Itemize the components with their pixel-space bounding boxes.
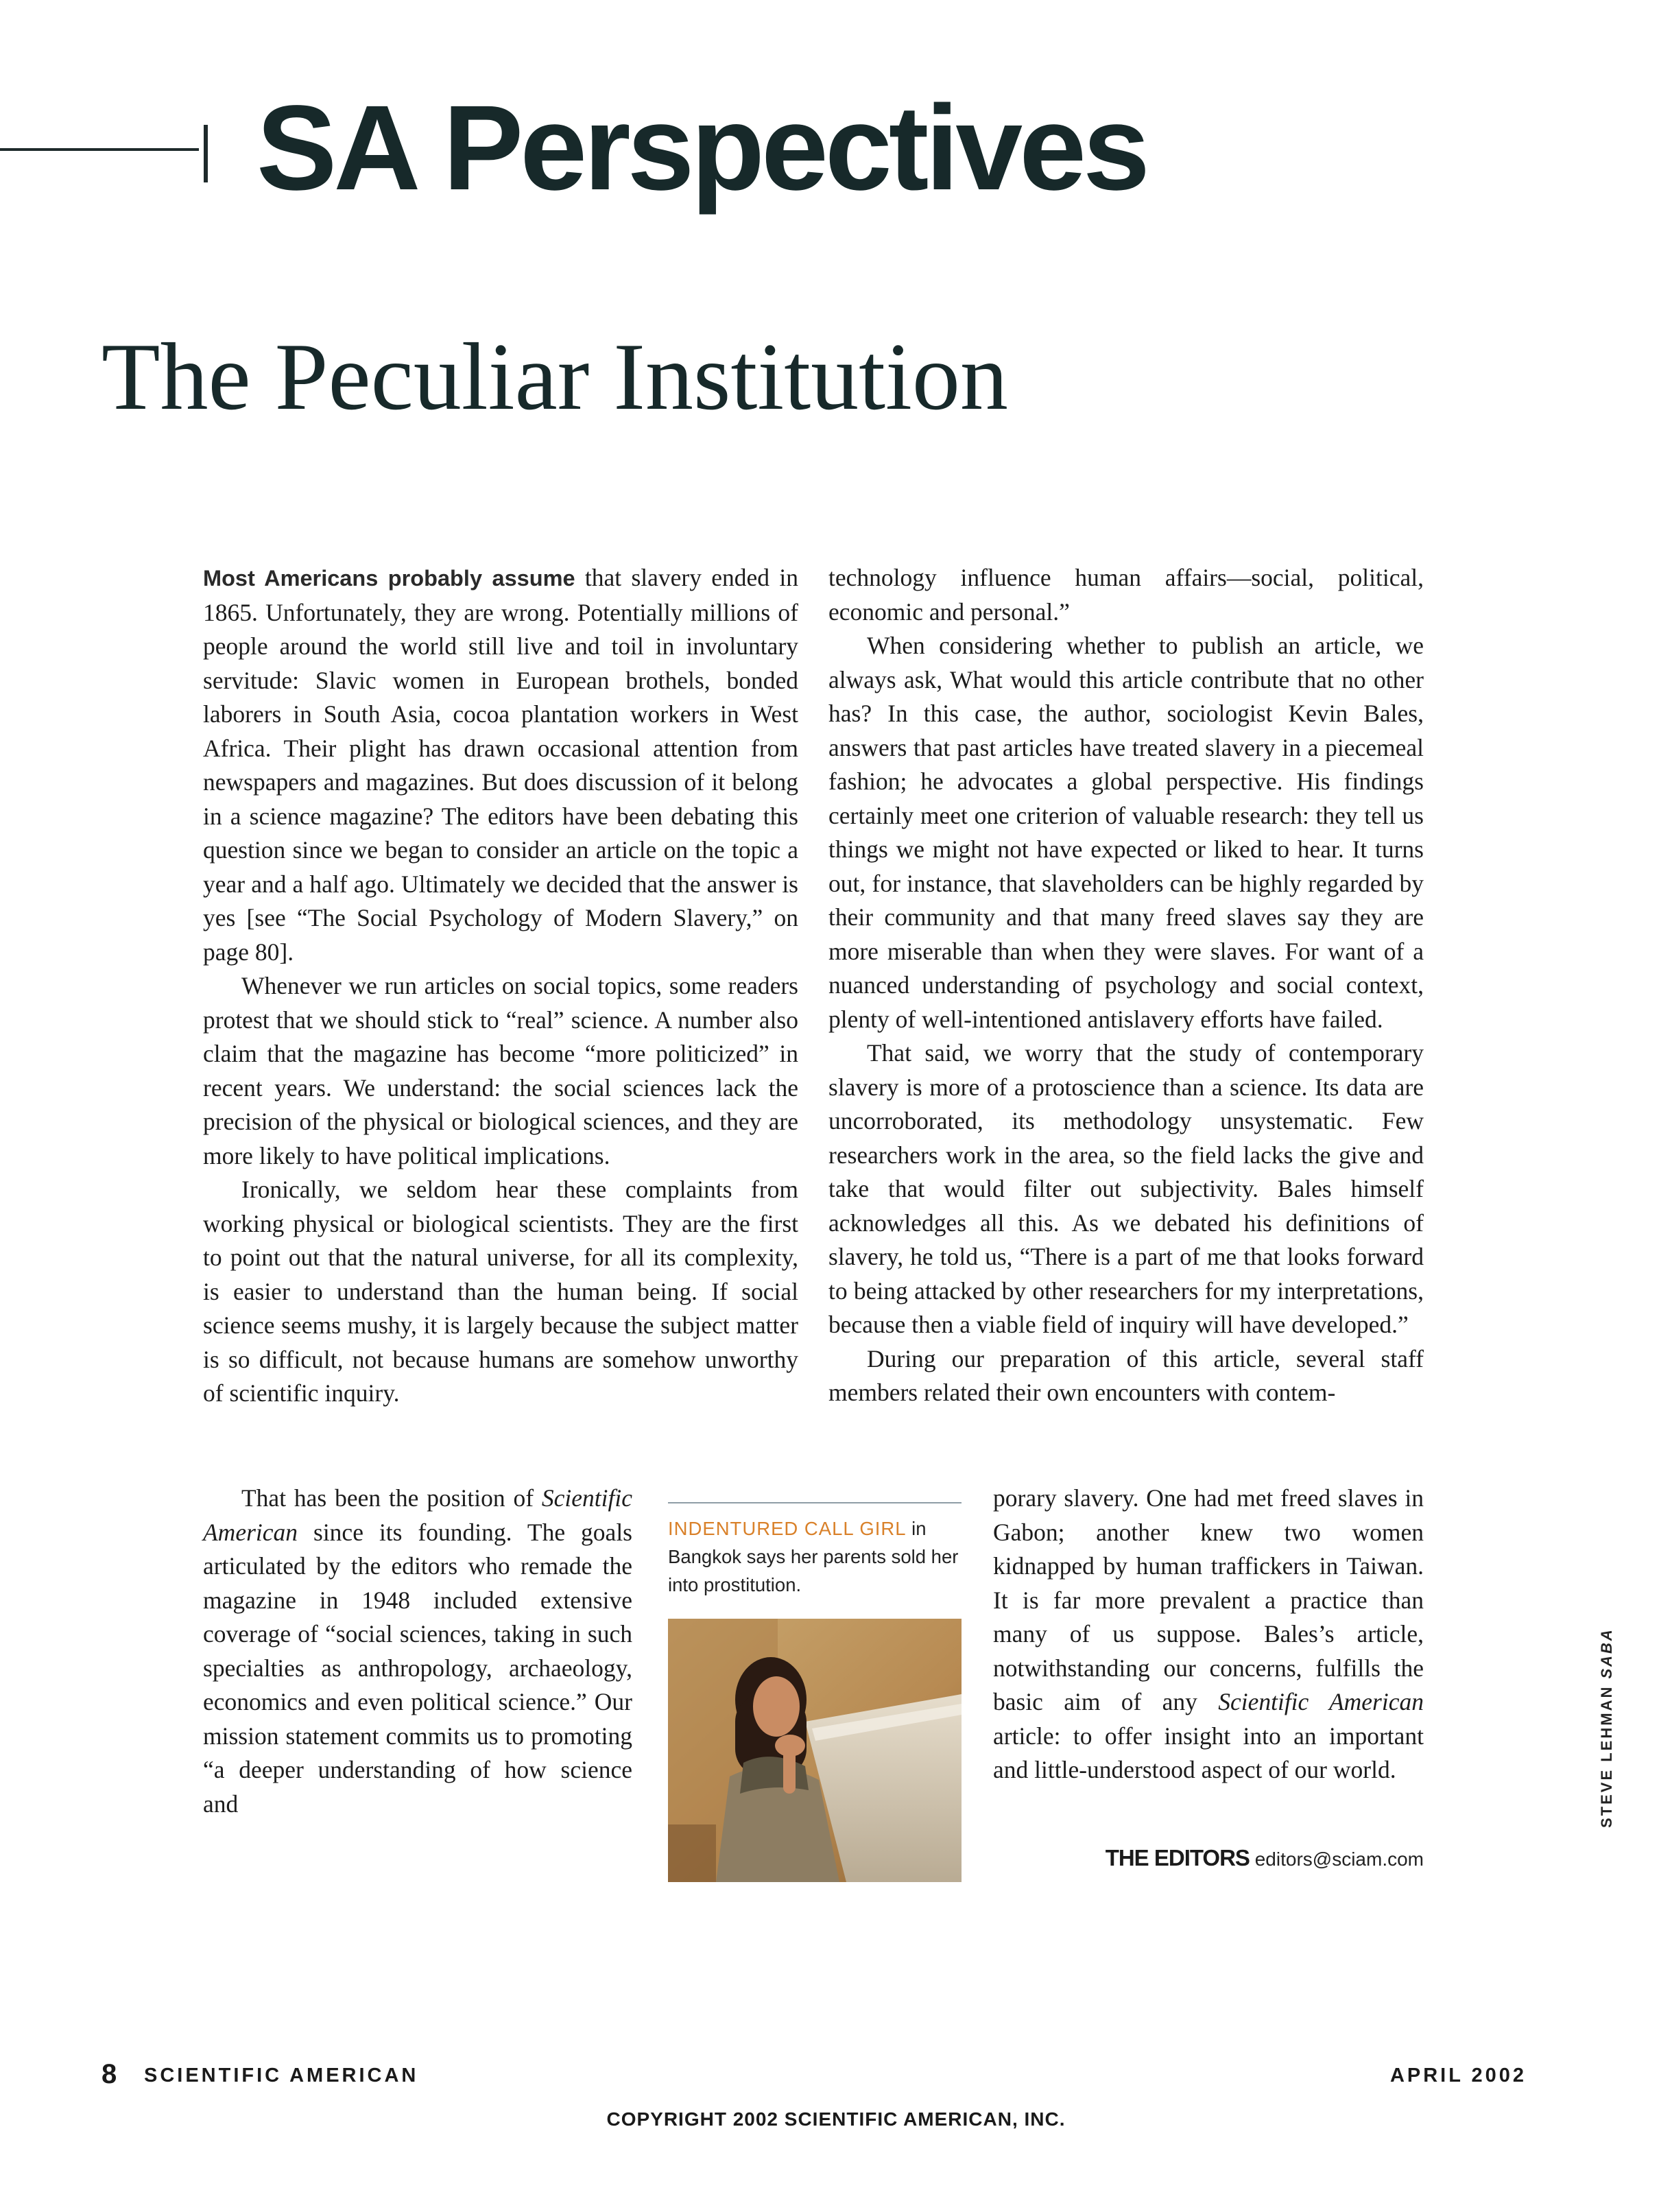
- paragraph-7-cont: porary slavery. One had met freed slaves in Gabon; another knew two women kidnapped by human traffickers in Taiwan. It is far more prevalent a practice than many of us suppose. Bales’s article, notwithstanding our concerns, fulfills the basic aim of any Scientific American article: to offer insight into an important and little-understood aspect of our world.: [993, 1484, 1424, 1783]
- magazine-name: Scientific American: [1218, 1688, 1424, 1715]
- paragraph-3: Ironically, we seldom hear these complaints from working physical or biological scientists. They are the first to point out that the natural universe, for all its complexity, is easier to understand than the human being. If social science seems mushy, it is largely because the subject matter is so difficult, not because humans are somehow unworthy of scientific inquiry.: [203, 1176, 798, 1407]
- photo-indentured-girl: [668, 1619, 962, 1882]
- article-title: The Peculiar Institution: [101, 324, 1008, 430]
- article-column-left: [203, 561, 798, 1411]
- signature-name: THE EDITORS: [1105, 1845, 1250, 1870]
- paragraph-2: Whenever we run articles on social topics, some readers protest that we should stick to “real” science. A number also claim that the magazine has become “more politicized” in recent years. We understand: the social sciences lack the precision of the physical or biological sciences, and they are more likely to have political implications.: [203, 972, 798, 1169]
- paragraph-4-cont: technology influence human affairs—social, political, economic and personal.”: [828, 564, 1424, 626]
- footer-magazine-name: SCIENTIFIC AMERICAN: [144, 2065, 419, 2086]
- header-rule: [0, 148, 199, 151]
- page-number: 8: [101, 2059, 117, 2089]
- caption-lead: INDENTURED CALL GIRL: [668, 1518, 907, 1539]
- caption-rule: [668, 1502, 962, 1503]
- paragraph-7: During our preparation of this article, several staff members related their own encounters with contem-: [828, 1344, 1424, 1406]
- paragraph-4: That has been the position of Scientific American since its founding. The goals articulated by the editors who remade the magazine in 1948 included extensive coverage of “social sciences, taking in such specialties as anthropology, archaeology, economics and even political science.” Our mission statement commits us to promoting “a deeper understanding of how science and: [203, 1484, 632, 1818]
- photo-credit: STEVE LEHMAN SABA: [1598, 1628, 1615, 1828]
- article-column-right: [828, 561, 1424, 1410]
- paragraph-1: Most Americans probably assume that slavery ended in 1865. Unfortunately, they are wrong. Potentially millions of people around the world still live and toil in involuntary servitude: Slavic women in European brothels, bonded laborers in South Asia, cocoa plantation workers in West Africa. Their plight has drawn occasional attention from newspapers and magazines. But does discussion of it belong in a science magazine? The editors have been debating this question since we began to consider an article on the topic a year and a half ago. Ultimately we decided that the answer is yes [see “The Social Psychology of Modern Slavery,” on page 80].: [203, 564, 798, 966]
- paragraph-6: That said, we worry that the study of contemporary slavery is more of a protoscience than a science. Its data are uncorroborated, its methodology unsystematic. Few researchers work in the area, so the field lacks the give and take that would filter out subjectivity. Bales himself acknowledges all this. As we debated his definitions of slavery, he told us, “There is a part of me that looks forward to being attacked by other researchers for my interpretations, because then a viable field of inquiry will have developed.”: [828, 1039, 1424, 1338]
- article-column-right-narrow: [993, 1482, 1424, 1787]
- copyright-notice: COPYRIGHT 2002 SCIENTIFIC AMERICAN, INC.: [606, 2108, 1066, 2130]
- footer-date: APRIL 2002: [1389, 2065, 1527, 2086]
- paragraph-5: When considering whether to publish an article, we always ask, What would this article contribute that no other has? In this case, the author, sociologist Kevin Bales, answers that past articles have treated slavery in a piecemeal fashion; he advocates a global perspective. His findings certainly meet one criterion of valuable research: they tell us things we might not have expected or liked to hear. It turns out, for instance, that slaveholders can be highly regarded by their community and that many freed slaves say they are more miserable than when they were slaves. For want of a nuanced understanding of psychology and social context, plenty of well-intentioned antislavery efforts have failed.: [828, 632, 1424, 1033]
- section-title: SA Perspectives: [256, 81, 1147, 215]
- header-rule-tick: [204, 125, 208, 182]
- magazine-name: Scientific American: [203, 1484, 632, 1546]
- editors-signature: [960, 1845, 1424, 1871]
- photo-caption: INDENTURED CALL GIRL in Bangkok says her parents sold her into prostitution.: [668, 1518, 959, 1595]
- article-column-left-narrow: [203, 1482, 632, 1821]
- lead-in: Most Americans probably assume: [203, 566, 575, 591]
- signature-email: editors@sciam.com: [1249, 1848, 1424, 1870]
